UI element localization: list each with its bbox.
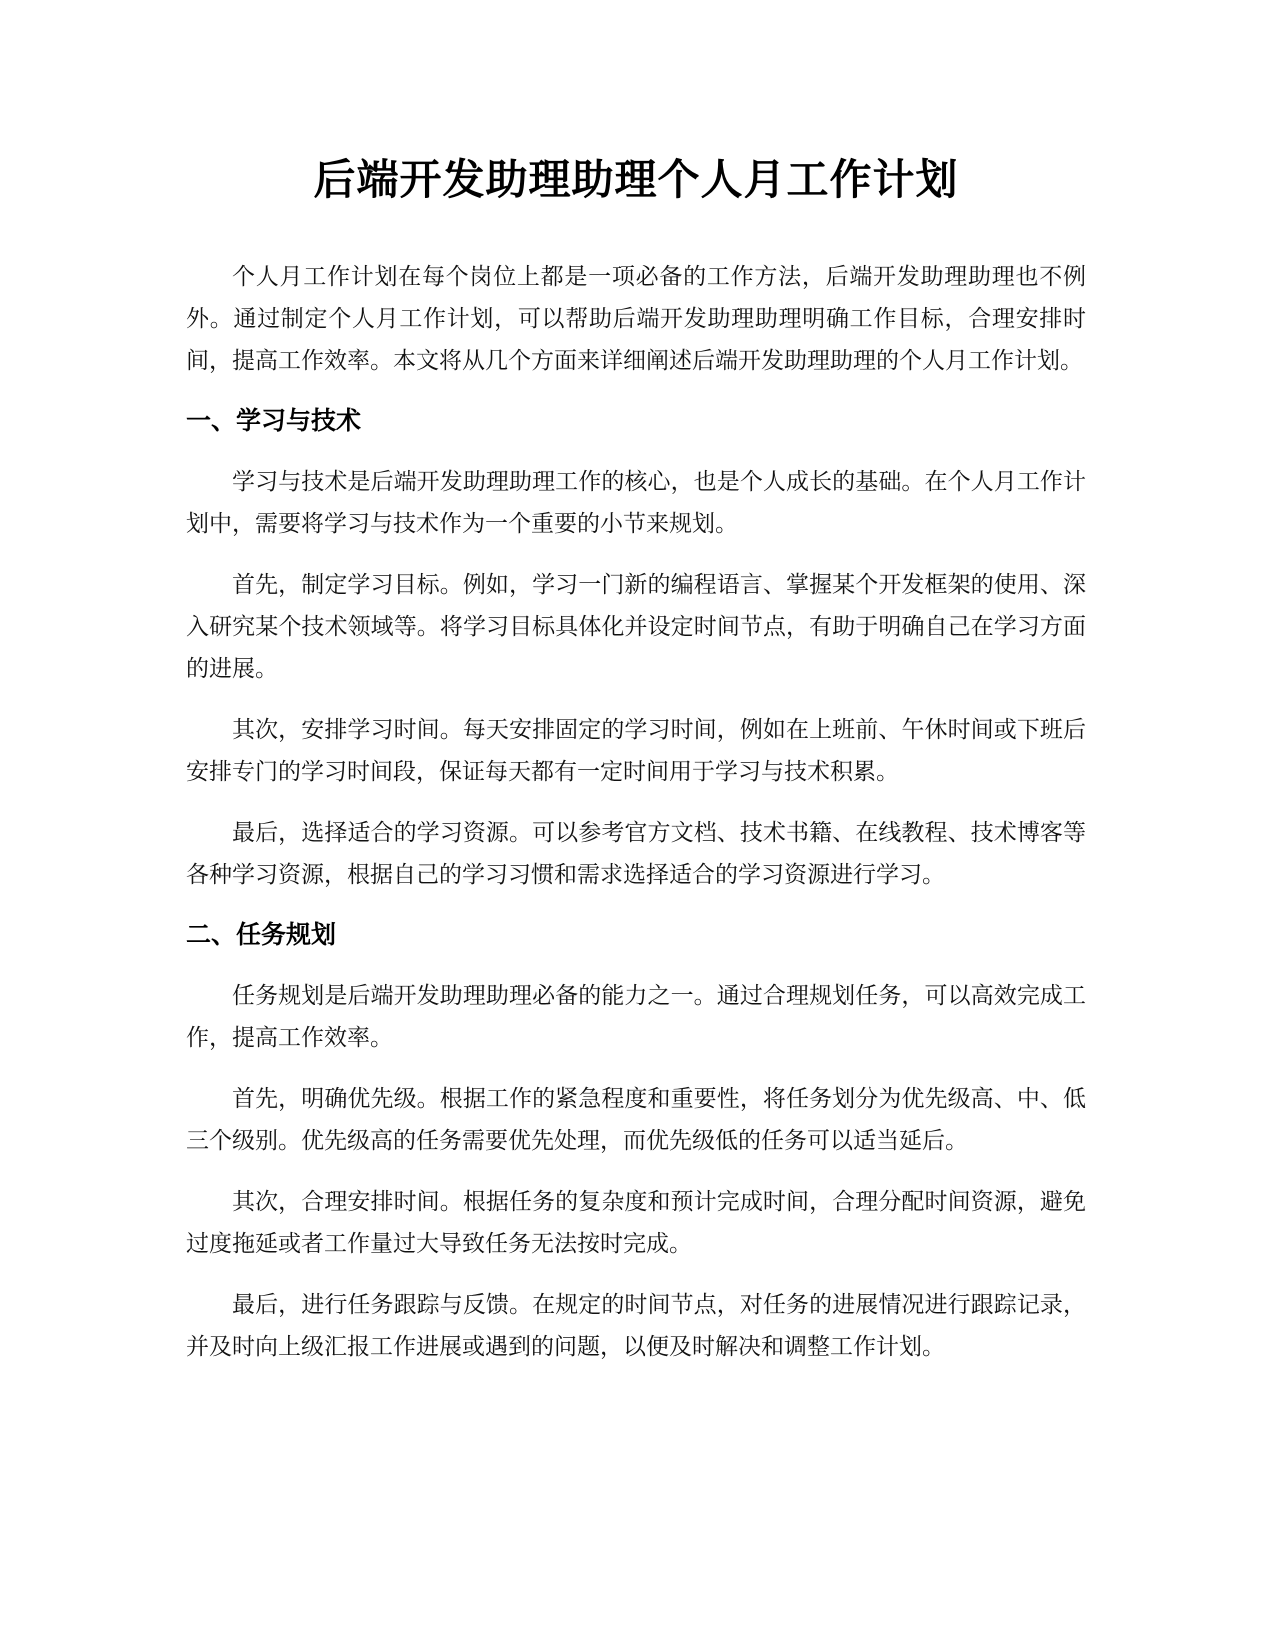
study-paragraph-1: 学习与技术是后端开发助理助理工作的核心，也是个人成长的基础。在个人月工作计划中，需要将学习与技术作为一个重要的小节来规划。 — [186, 469, 1086, 537]
document-body — [186, 150, 1086, 1387]
study-paragraph-4: 最后，选择适合的学习资源。可以参考官方文档、技术书籍、在线教程、技术博客等各种学习资源，根据自己的学习习惯和需求选择适合的学习资源进行学习。 — [186, 820, 1086, 888]
section-heading-study: 一、学习与技术 — [186, 406, 362, 435]
tasks-paragraph-4: 最后，进行任务跟踪与反馈。在规定的时间节点，对任务的进展情况进行跟踪记录，并及时向上级汇报工作进展或遇到的问题，以便及时解决和调整工作计划。 — [186, 1292, 1086, 1360]
study-paragraph-2: 首先，制定学习目标。例如，学习一门新的编程语言、掌握某个开发框架的使用、深入研究某个技术领域等。将学习目标具体化并设定时间节点，有助于明确自己在学习方面的进展。 — [186, 572, 1086, 682]
document-title: 后端开发助理助理个人月工作计划 — [313, 155, 959, 204]
tasks-paragraph-3: 其次，合理安排时间。根据任务的复杂度和预计完成时间，合理分配时间资源，避免过度拖延或者工作量过大导致任务无法按时完成。 — [186, 1189, 1086, 1257]
intro-paragraph: 个人月工作计划在每个岗位上都是一项必备的工作方法，后端开发助理助理也不例外。通过制定个人月工作计划，可以帮助后端开发助理助理明确工作目标，合理安排时间，提高工作效率。本文将从几个方面来详细阐述后端开发助理助理的个人月工作计划。 — [186, 264, 1086, 374]
tasks-paragraph-2: 首先，明确优先级。根据工作的紧急程度和重要性，将任务划分为优先级高、中、低三个级别。优先级高的任务需要优先处理，而优先级低的任务可以适当延后。 — [186, 1086, 1086, 1154]
tasks-paragraph-1: 任务规划是后端开发助理助理必备的能力之一。通过合理规划任务，可以高效完成工作，提高工作效率。 — [186, 983, 1086, 1051]
section-heading-tasks: 二、任务规划 — [186, 920, 337, 949]
study-paragraph-3: 其次，安排学习时间。每天安排固定的学习时间，例如在上班前、午休时间或下班后安排专门的学习时间段，保证每天都有一定时间用于学习与技术积累。 — [186, 717, 1086, 785]
